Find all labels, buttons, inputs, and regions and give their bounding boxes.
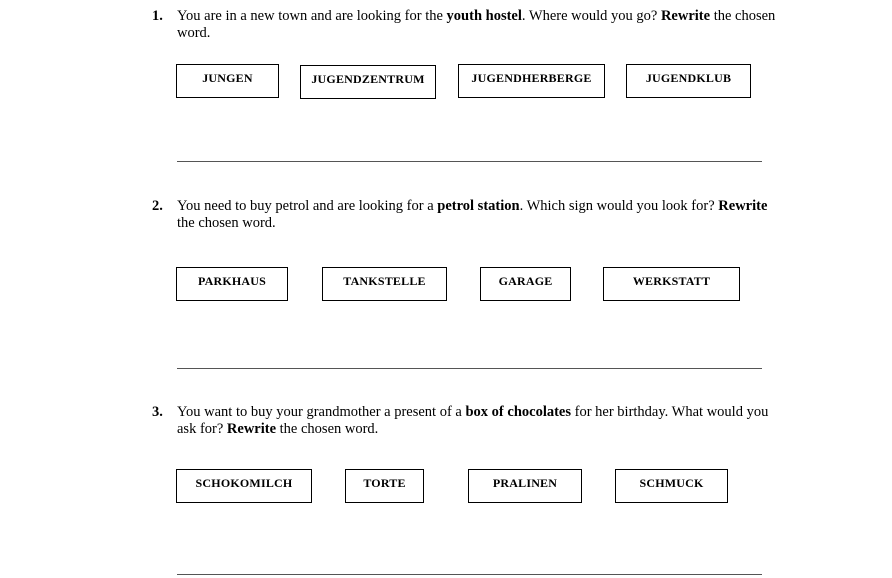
question-2-option-2[interactable]: TANKSTELLE — [322, 267, 447, 301]
question-1-text — [177, 8, 777, 42]
question-2-text — [177, 198, 777, 232]
question-3-text-part-1: You want to buy your grandmother a present of a — [177, 404, 466, 420]
question-1-answer-line[interactable] — [177, 161, 762, 162]
question-1-text-part-2: . Where would you go? — [521, 8, 661, 24]
question-3-number: 3. — [152, 404, 163, 420]
question-3-option-4[interactable]: SCHMUCK — [615, 469, 728, 503]
question-3-text-part-2: for her birthday. What would you ask for? — [177, 404, 769, 437]
question-1-text-part-1: You are in a new town and are looking for the — [177, 8, 447, 24]
question-2-option-4[interactable]: WERKSTATT — [603, 267, 740, 301]
question-1-option-4[interactable]: JUGENDKLUB — [626, 64, 751, 98]
question-2-text-part-2: . Which sign would you look for? — [519, 198, 719, 214]
question-1-keyword: youth hostel — [446, 8, 522, 24]
question-2-rewrite: Rewrite — [718, 198, 768, 214]
question-2-keyword: petrol station — [437, 198, 520, 214]
question-3-keyword: box of chocolates — [465, 404, 571, 420]
question-2-answer-line[interactable] — [177, 368, 762, 369]
question-1-option-1[interactable]: JUNGEN — [176, 64, 279, 98]
question-3-option-3[interactable]: PRALINEN — [468, 469, 582, 503]
question-3-rewrite: Rewrite — [226, 421, 277, 437]
question-3-option-1[interactable]: SCHOKOMILCH — [176, 469, 312, 503]
question-2-text-part-3: the chosen word. — [177, 215, 276, 231]
question-1-text-part-3: the chosen word. — [177, 8, 776, 41]
question-2-number: 2. — [152, 198, 163, 214]
question-3-text-part-3: the chosen word. — [276, 421, 379, 437]
question-3-option-2[interactable]: TORTE — [345, 469, 424, 503]
question-3-text — [177, 404, 777, 438]
question-2-text-part-1: You need to buy petrol and are looking for a — [177, 198, 438, 214]
question-3-answer-line[interactable] — [177, 574, 762, 575]
question-1-number: 1. — [152, 8, 163, 24]
question-1-option-2[interactable]: JUGENDZENTRUM — [300, 65, 436, 99]
question-1-rewrite: Rewrite — [660, 8, 711, 24]
question-2-option-1[interactable]: PARKHAUS — [176, 267, 288, 301]
question-1-option-3[interactable]: JUGENDHERBERGE — [458, 64, 605, 98]
question-2-option-3[interactable]: GARAGE — [480, 267, 571, 301]
